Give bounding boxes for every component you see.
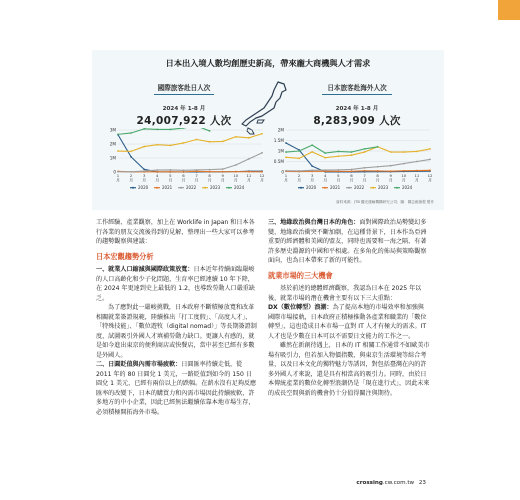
x-tick-label: 4 [324, 173, 327, 178]
legend-marker-2020 [300, 187, 302, 189]
data-point-2024 [364, 148, 366, 150]
data-point-2020 [143, 168, 145, 170]
data-point-2023 [117, 150, 119, 152]
data-point-2023 [285, 156, 287, 158]
series-line-2023 [118, 134, 262, 152]
data-point-2023 [156, 144, 158, 146]
paragraph-geopolitics-heading: 三、地緣政治與台灣日本的角色： [268, 219, 360, 226]
x-tick-unit: 月 [401, 177, 406, 183]
data-point-2023 [298, 157, 300, 159]
data-point-2024 [285, 151, 287, 153]
data-point-2022 [298, 170, 300, 172]
data-point-2022 [261, 152, 263, 154]
data-point-2022 [324, 169, 326, 171]
data-point-2022 [196, 169, 198, 171]
x-tick-unit: 月 [388, 177, 393, 183]
right-title-underline [322, 94, 392, 95]
x-tick-unit: 月 [323, 177, 328, 183]
x-tick-label: 2 [129, 173, 133, 178]
y-tick-label: 2M [277, 128, 284, 133]
data-point-2022 [377, 166, 379, 168]
x-tick-label: 5 [337, 173, 340, 178]
data-point-2022 [169, 169, 171, 171]
data-point-2023 [143, 146, 145, 148]
legend-marker-2024 [396, 187, 398, 189]
series-line-2020 [118, 135, 262, 172]
y-tick-label: 3M [109, 128, 116, 133]
paragraph-geopolitics [268, 218, 430, 266]
x-tick-unit: 月 [284, 177, 288, 183]
right-panel-title: 日本旅客赴海外人次 [327, 84, 387, 92]
data-point-2023 [235, 136, 237, 138]
paragraph-dx [268, 303, 430, 341]
x-tick-unit: 月 [247, 177, 251, 183]
x-tick-label: 10 [401, 173, 407, 178]
data-point-2022 [364, 167, 366, 169]
x-tick-unit: 月 [375, 177, 380, 183]
x-tick-label: 11 [414, 173, 420, 178]
data-point-2022 [117, 171, 119, 173]
data-point-2023 [324, 157, 326, 159]
data-point-2024 [183, 128, 185, 129]
x-tick-label: 10 [233, 173, 239, 178]
data-point-2021 [429, 169, 431, 171]
chart-japanese-outbound [274, 128, 434, 198]
data-point-2022 [351, 169, 353, 171]
data-point-2022 [285, 170, 287, 172]
legend-label-2024: 2024 [402, 185, 413, 190]
data-point-2023 [351, 154, 353, 156]
paragraph-it-appeal: 雖然在新創待遇上，日本的 IT 相關工作通常不如歐美市場有吸引力，但若加入物價指數，與東京生活環境等綜合考量，以及日本文化的獨特魅力等誘因，對包括臺灣在內的許多外國人才來說，還是具有相當高的吸引力。同時，由於日本傳統產業的數位化轉型浪潮仍是「現在進行式」，因此未來的成長空間與新的機會仍十分值得關注與期待。 [268, 342, 430, 397]
x-tick-label: 3 [310, 173, 314, 178]
x-tick-unit: 月 [207, 177, 212, 183]
data-point-2024 [311, 144, 313, 146]
page-number: 23 [418, 480, 426, 486]
infographic-title: 日本出入境人數均創歷史新高，帶來龐大商機與人才需求 [165, 58, 371, 68]
x-tick-unit: 月 [194, 177, 199, 183]
x-tick-label: 1 [116, 173, 120, 178]
y-tick-label: 1M [277, 148, 284, 154]
x-tick-label: 11 [246, 173, 252, 178]
left-period: 2024 年 1-8 月 [162, 106, 206, 112]
data-point-2023 [169, 145, 171, 147]
data-point-2020 [130, 156, 132, 158]
data-point-2023 [390, 151, 392, 153]
data-point-2022 [156, 169, 158, 171]
data-point-2024 [298, 150, 300, 152]
legend-marker-2021 [156, 187, 158, 189]
x-tick-unit: 月 [428, 177, 432, 183]
data-point-2020 [311, 165, 313, 167]
data-point-2023 [183, 142, 185, 144]
chart-credit: 資料來源：JTB 觀光運輸機構研究公司；圖：陳志維繪製 製作 [336, 200, 434, 204]
x-tick-label: 8 [376, 173, 379, 178]
data-point-2021 [351, 170, 353, 172]
x-tick-unit: 月 [297, 177, 301, 183]
data-point-2022 [337, 169, 339, 171]
infographic-box [92, 50, 444, 210]
legend-marker-2023 [204, 187, 206, 189]
x-tick-unit: 月 [155, 177, 160, 183]
legend-label-2023: 2023 [378, 185, 389, 190]
data-point-2023 [261, 133, 263, 135]
series-line-2022 [118, 153, 262, 172]
data-point-2022 [183, 169, 185, 171]
data-point-2024 [117, 133, 119, 135]
y-tick-label: 1.5M [274, 138, 284, 144]
x-tick-unit: 月 [168, 177, 173, 183]
data-point-2021 [364, 170, 366, 172]
series-line-2023 [286, 147, 430, 159]
legend-marker-2021 [324, 187, 326, 189]
x-tick-unit: 月 [129, 177, 133, 183]
section-heading-opportunities: 就業市場的三大機會 [268, 270, 333, 280]
data-point-2022 [416, 161, 418, 163]
x-tick-label: 5 [169, 173, 172, 178]
paragraph-geopolitics-body: 面對國際政治局勢變幻多變，地緣政治衝突不斷加劇，在這種背景下，日本作為亞洲重要的經濟體和美國的盟友，同時也需要和一海之隔、有著許多歷史淵源的中國和平相處。在多角化的佈局與策略觀察面向，也為日本帶來了新的可能性。 [268, 219, 427, 264]
x-tick-unit: 月 [349, 177, 354, 183]
data-point-2024 [337, 151, 339, 153]
data-point-2024 [169, 129, 171, 131]
chart-visitors-to-japan [106, 128, 266, 198]
left-title-underline [154, 94, 214, 95]
x-tick-label: 9 [389, 173, 392, 178]
data-point-2021 [156, 171, 158, 173]
x-tick-unit: 月 [310, 177, 315, 183]
data-point-2023 [311, 151, 313, 153]
x-tick-unit: 月 [181, 177, 186, 183]
x-tick-label: 6 [350, 173, 353, 178]
data-point-2021 [183, 171, 185, 173]
legend-marker-2020 [132, 187, 134, 189]
legend-label-2021: 2021 [162, 185, 173, 190]
x-tick-unit: 月 [415, 177, 419, 183]
paragraph-yen-body: 日圓匯率持續走低，從 2011 年的 80 日圓兌 1 美元，一路貶值到如今的 150 日圓兌 1 美元，已經有兩倍以上的跌幅。在薪水沒有足夠反應匯率的改變下，日本的購買力和內需市場因此持續疲軟，許多地方的中小企業，因此已經無法繼續依靠本地市場生存，必須積極開拓海外市場。 [96, 361, 257, 416]
paragraph-dx-body: 為了提高本地的市場效率和加強與國際市場接軌，日本政府正積極推動各產業和職業的「數位轉型」，這也造成日本市場一直對 IT 人才有極大的需求。IT 人才也是少數在日本可以不需要日文能力的工作之一。 [268, 304, 427, 340]
legend-label-2023: 2023 [210, 185, 221, 190]
legend-label-2022: 2022 [186, 185, 197, 190]
right-total: 8,283,909 人次 [313, 115, 401, 127]
legend-label-2021: 2021 [330, 185, 341, 190]
data-point-2022 [248, 158, 250, 160]
data-point-2021 [261, 171, 263, 173]
data-point-2021 [209, 171, 211, 173]
x-tick-label: 7 [363, 173, 366, 178]
right-period: 2024 年 1-8 月 [335, 106, 379, 112]
data-point-2023 [403, 151, 405, 153]
data-point-2022 [311, 169, 313, 171]
x-tick-label: 8 [208, 173, 211, 178]
data-point-2024 [130, 132, 132, 134]
page-footer [356, 480, 426, 486]
data-point-2022 [390, 165, 392, 167]
legend-label-2020: 2020 [138, 185, 149, 190]
data-point-2021 [416, 170, 418, 172]
x-tick-unit: 月 [260, 177, 264, 183]
x-tick-label: 4 [156, 173, 159, 178]
y-tick-label: 0 [281, 169, 284, 175]
data-point-2023 [130, 150, 132, 152]
x-tick-label: 2 [297, 173, 301, 178]
data-point-2023 [248, 137, 250, 139]
paragraph-labor [96, 265, 258, 303]
x-tick-label: 6 [182, 173, 185, 178]
article-left-column [96, 218, 258, 417]
data-point-2023 [364, 151, 366, 153]
legend-marker-2023 [372, 187, 374, 189]
data-point-2022 [235, 164, 237, 166]
legend-marker-2024 [228, 187, 230, 189]
data-point-2022 [143, 170, 145, 172]
data-point-2022 [403, 163, 405, 165]
data-point-2022 [209, 169, 211, 171]
data-point-2022 [222, 168, 224, 170]
legend-marker-2022 [180, 187, 182, 189]
x-tick-unit: 月 [142, 177, 147, 183]
data-point-2021 [235, 171, 237, 173]
paragraph-visa: 為了應對此一嚴峻挑戰，日本政府不斷積極放寬和改革相關就業簽證規範，陸續推出「打工度假」、「高度人才」、「特殊技能」、「數位遊牧（digital nomad）」等長期簽證制度，試圖吸引外國人才填補勞動力缺口。更讓人有感的，就是如今進出東京的便利商店或快餐店，當中甚至已經有多數是外國人。 [96, 304, 257, 359]
data-point-2021 [169, 171, 171, 173]
y-tick-label: 0.5M [274, 159, 284, 165]
data-point-2021 [248, 171, 250, 173]
paragraph-yen-heading: 二、日圓貶值與內需市場疲軟： [96, 361, 182, 368]
x-tick-label: 12 [427, 173, 433, 178]
data-point-2021 [222, 171, 224, 173]
data-point-2022 [429, 159, 431, 161]
paragraph-labor-heading: 一、就業人口縮減與國際政策放寬： [96, 266, 194, 273]
x-tick-label: 7 [195, 173, 198, 178]
footer-site: crossing [356, 480, 383, 486]
x-tick-unit: 月 [220, 177, 225, 183]
x-tick-unit: 月 [116, 177, 120, 183]
y-tick-label: 0 [113, 169, 116, 175]
data-point-2024 [351, 151, 353, 153]
data-point-2024 [377, 146, 379, 148]
data-point-2022 [130, 171, 132, 173]
data-point-2021 [390, 170, 392, 172]
paragraph-labor-body: 日本近年持續面臨嚴峻的人口高齡化和少子化問題，生育率已經連續 10 年下降，在 2024 年更達到史上最低的 1.2，也導致勞動人口嚴重缺乏。 [96, 266, 255, 302]
x-tick-label: 12 [259, 173, 265, 178]
paragraph-opportunities-intro: 基於前述的總體經濟觀察，我認為日本在 2025 年以後，就業市場的潛在機會主要有以下三大重點： [268, 285, 422, 302]
x-tick-unit: 月 [336, 177, 341, 183]
left-total: 24,007,922 人次 [136, 115, 232, 127]
data-point-2024 [156, 128, 158, 130]
intro-paragraph: 工作經驗、產業觀察，加上在 Worklife in Japan 和日本各行各業的朋友交流後得到的見解，整理出一些大家可以參考的趨勢觀察與建議： [96, 219, 255, 245]
data-point-2023 [429, 148, 431, 150]
legend-label-2024: 2024 [234, 185, 245, 190]
section-heading-macro-trends: 日本宏觀趨勢分析 [96, 251, 154, 261]
data-point-2021 [403, 170, 405, 172]
data-point-2021 [377, 170, 379, 172]
data-point-2024 [143, 128, 145, 130]
data-point-2023 [416, 151, 418, 153]
data-point-2023 [209, 141, 211, 143]
legend-label-2020: 2020 [306, 185, 317, 190]
x-tick-label: 9 [221, 173, 224, 178]
data-point-2024 [324, 152, 326, 154]
article-right-column [268, 218, 430, 398]
legend-marker-2022 [348, 187, 350, 189]
y-tick-label: 2M [109, 141, 116, 147]
page-edge-tab [498, 0, 520, 20]
x-tick-unit: 月 [233, 177, 238, 183]
y-tick-label: 1M [109, 155, 116, 161]
x-tick-unit: 月 [362, 177, 367, 183]
x-tick-label: 1 [284, 173, 288, 178]
data-point-2020 [285, 142, 287, 144]
legend-label-2022: 2022 [354, 185, 365, 190]
footer-domain: .cw.com.tw [382, 480, 415, 486]
x-tick-label: 3 [142, 173, 146, 178]
data-point-2024 [209, 130, 211, 132]
data-point-2023 [222, 141, 224, 143]
paragraph-yen [96, 360, 258, 417]
data-point-2023 [337, 155, 339, 157]
left-panel-title: 國際旅客赴日人次 [157, 84, 211, 92]
paragraph-dx-heading: DX（數位轉型）浪潮： [268, 304, 333, 311]
data-point-2023 [196, 139, 198, 141]
